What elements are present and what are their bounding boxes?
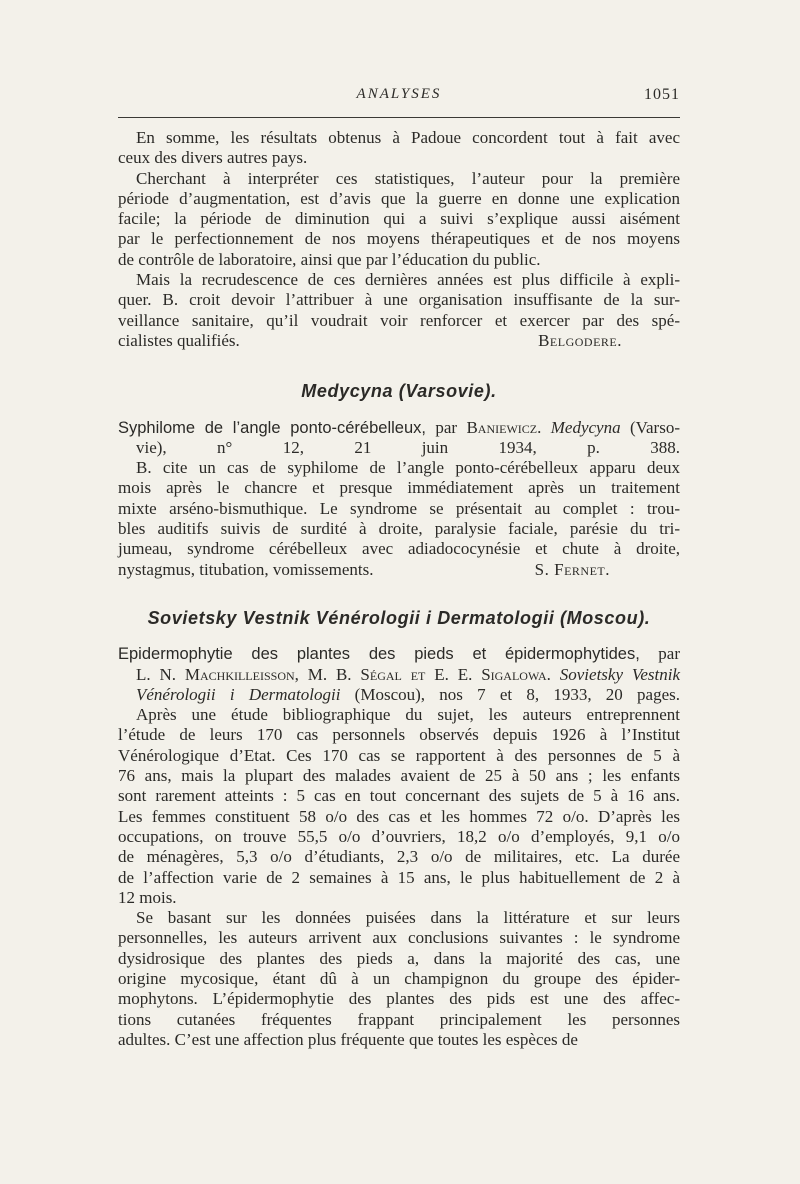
text-line: de ménagères, 5,3 o/o d’étudiants, 2,3 o/o de militaires, etc. La durée: [118, 847, 680, 867]
text-line: nystagmus, titubation, vomissements.: [118, 559, 374, 579]
article-citation: [118, 644, 680, 664]
review-padoue: [118, 128, 680, 351]
text-line: Les femmes constituent 58 o/o des cas et les hommes 72 o/o. D’après les: [118, 806, 680, 826]
text-line: Mais la recrudescence de ces dernières années est plus difficile à expli-: [136, 270, 680, 290]
running-head: [118, 86, 680, 108]
text-line: période d’augmentation, est d’avis que la guerre en donne une explication: [118, 188, 680, 208]
citation-by: par: [435, 417, 458, 437]
text-line: dysidrosique des plantes des pieds a, dans la majorité des cas, une: [118, 948, 680, 968]
text-line: quer. B. croit devoir l’attribuer à une organisation insuffisante de la sur-: [118, 290, 680, 310]
citation-line: [118, 685, 680, 705]
journal-heading: Sovietsky Vestnik Vénérologii i Dermatologii (Moscou).: [147, 607, 651, 628]
text-line: par le perfectionnement de nos moyens thérapeutiques et de nos moyens: [118, 229, 680, 249]
article-title: Epidermophytie des plantes des pieds et épidermophytides,: [118, 645, 640, 664]
text-line: adultes. C’est une affection plus fréquente que toutes les espèces de: [118, 1029, 578, 1049]
article-citation: [118, 418, 680, 438]
text-line: origine mycosique, étant dû à un champignon du groupe des épider-: [118, 968, 680, 988]
citation-line: [118, 665, 680, 685]
reviewer-signature: S. Fernet.: [534, 559, 610, 579]
signature-line: [118, 560, 680, 580]
text-line: B. cite un cas de syphilome de l’angle ponto-cérébelleux apparu deux: [136, 458, 680, 478]
text-line: Après une étude bibliographique du sujet, les auteurs entreprennent: [136, 705, 680, 725]
text-line: de l’affection varie de 2 semaines à 15 ans, le plus habituellement de 2 à: [118, 867, 680, 887]
text-line: Se basant sur les données puisées dans la littérature et sur leurs: [136, 908, 680, 928]
citation-rest: (Moscou), nos 7 et 8, 1933, 20 pages.: [354, 684, 680, 704]
text-line: mophytons. L’épidermophytie des plantes des pids est une des affec-: [118, 989, 680, 1009]
text-line: mixte arséno-bismuthique. Le syndrome se présentait au complet : trou-: [118, 498, 680, 518]
text-line: En somme, les résultats obtenus à Padoue concordent tout à fait avec: [136, 128, 680, 147]
text-line: sont rarement atteints : 5 cas en tout concernant des sujets de 5 à 16 ans.: [118, 786, 680, 806]
article-journal: Sovietsky Vestnik: [559, 664, 680, 684]
text-line: tions cutanées fréquentes frappant principalement les personnes: [118, 1009, 680, 1029]
text-line: Cherchant à interpréter ces statistiques, l’auteur pour la première: [136, 168, 680, 188]
citation-by: par: [658, 644, 680, 664]
text-line: occupations, on trouve 55,5 o/o d’ouvriers, 18,2 o/o d’employés, 9,1 o/o: [118, 826, 680, 846]
text-line: Vénérologique d’Etat. Ces 170 cas se rapportent à des personnes de 5 à: [118, 745, 680, 765]
text-line: 12 mois.: [118, 887, 177, 907]
article-title: Syphilome de l’angle ponto-cérébelleux,: [118, 418, 426, 437]
page-number: 1051: [644, 86, 680, 103]
reviewer-signature: Belgodere.: [538, 330, 622, 350]
text-line: cialistes qualifiés.: [118, 330, 240, 350]
text-line: personnelles, les auteurs arrivent aux conclusions suivantes : le syndrome: [118, 928, 680, 948]
text-line: mois après le chancre et presque immédiatement après un traitement: [118, 478, 680, 498]
article-journal-cont: Vénérologii i Dermatologii: [136, 684, 341, 704]
article-author: Baniewicz.: [466, 417, 542, 437]
citation-line: vie), n° 12, 21 juin 1934, p. 388.: [136, 437, 680, 457]
signature-line: [118, 331, 680, 351]
text-line: veillance sanitaire, qu’il voudrait voir renforcer et exercer par des spé-: [118, 310, 680, 330]
text-line: facile; la période de diminution qui a suivi s’explique aussi aisément: [118, 209, 680, 229]
text-line: ceux des divers autres pays.: [118, 148, 308, 168]
page-body: [118, 128, 680, 1050]
text-line: de contrôle de laboratoire, ainsi que par l’éducation du public.: [118, 249, 541, 269]
review-epidermophytie: [118, 644, 680, 1050]
text-line: bles auditifs suivis de surdité à droite, paralysie faciale, parésie du tri-: [118, 519, 680, 539]
running-head-title: ANALYSES: [356, 86, 442, 102]
review-syphilome: [118, 418, 680, 580]
header-rule: [118, 117, 680, 118]
citation-rest: (Varso-: [629, 417, 680, 437]
text-line: l’étude de leurs 170 cas personnels observés depuis 1926 à l’Institut: [118, 725, 680, 745]
article-authors: L. N. Machkilleisson, M. B. Ségal et E. E. Sigalowa.: [136, 664, 551, 684]
article-journal: Medycyna: [550, 417, 621, 437]
text-line: jumeau, syndrome cérébelleux avec adiadococynésie et chute à droite,: [118, 539, 680, 559]
text-line: 76 ans, mais la plupart des malades avaient de 25 à 50 ans ; les enfants: [118, 766, 680, 786]
journal-heading: Medycyna (Varsovie).: [301, 381, 497, 402]
